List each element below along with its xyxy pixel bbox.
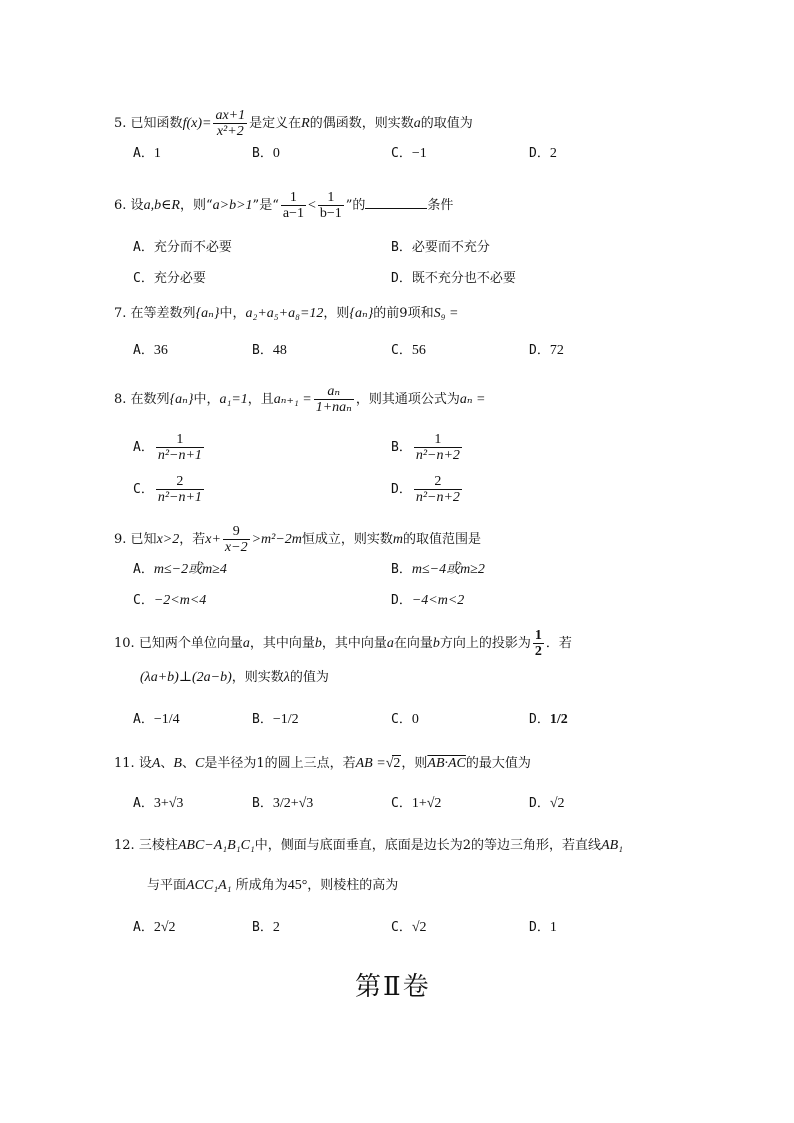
- q5-stem: 5. 已知函数f(x)= $\frac{ax+1}{\text{x²+2}}$ 是定义在R的偶函数，则实数a的取值为: [114, 108, 473, 139]
- q6-blank: [365, 196, 427, 209]
- q9-option-c: C．−2<m<4: [133, 593, 207, 608]
- q8-option-a: A． $\frac{1}{\text{n²−n+1}}$: [133, 432, 202, 463]
- q7-option-c: C．56: [391, 343, 426, 358]
- q12-option-b: B．2: [252, 920, 280, 935]
- q5-option-a: A．1: [133, 146, 161, 161]
- q12-option-d: D．1: [529, 920, 557, 935]
- q11-option-a: A．3+√3: [133, 796, 184, 811]
- q8-option-d: D． $\frac{2}{\text{n²−n+2}}$: [391, 474, 460, 505]
- q7-option-b: B．48: [252, 343, 287, 358]
- q10-option-c: C．0: [391, 712, 419, 727]
- q12-option-c: C．√2: [391, 920, 427, 935]
- q5-option-d: D．2: [529, 146, 557, 161]
- q11-stem: 11. 设A、B、C是半径为1的圆上三点，若AB =√2，则AB·AC的最大值为: [114, 756, 531, 771]
- q10-stem-line1: 10. 已知两个单位向量a，其中向量b，其中向量a在向量b方向上的投影为 $\frac{1}{2}$ ．若: [114, 628, 572, 659]
- q6-stem: 6. 设a,b∈R，则“a>b>1”是“ $\frac{1}{a-1}$ < $\frac{1}{b-1}$ ”的 条件: [114, 190, 454, 221]
- q11-option-b: B．3/2+√3: [252, 796, 314, 811]
- q5-option-b: B．0: [252, 146, 280, 161]
- q9-option-a: A．m≤−2或m≥4: [133, 562, 227, 577]
- q6-option-d: D．既不充分也不必要: [391, 271, 516, 286]
- q5-option-c: C．−1: [391, 146, 427, 161]
- q6-option-c: C．充分必要: [133, 271, 206, 286]
- q7-stem: 7. 在等差数列{aₙ}中，a₂+a₅+a₈=12，则{aₙ}的前9项和S₉ =: [114, 306, 459, 321]
- q11-option-c: C．1+√2: [391, 796, 442, 811]
- q8-stem: 8. 在数列{aₙ}中，a₁=1，且aₙ₊₁ = $\frac{\text{aₙ}}{\text{1+naₙ}}$ ，则其通项公式为aₙ =: [114, 384, 486, 415]
- q9-option-b: B．m≤−4或m≥2: [391, 562, 485, 577]
- q10-option-b: B．−1/2: [252, 712, 299, 727]
- q6-option-b: B．必要而不充分: [391, 240, 490, 255]
- q10-option-d: D．1/2: [529, 712, 568, 727]
- q9-stem: 9. 已知x>2，若x+ $\frac{9}{x-2}$ >m²−2m恒成立，则实数m的取值范围是: [114, 524, 482, 555]
- q10-option-a: A．−1/4: [133, 712, 180, 727]
- q9-option-d: D．−4<m<2: [391, 593, 465, 608]
- q12-option-a: A．2√2: [133, 920, 176, 935]
- q10-stem-line2: (λa+b)⊥(2a−b)，则实数λ的值为: [140, 670, 329, 685]
- q12-stem-line1: 12. 三棱柱ABC−A₁B₁C₁中，侧面与底面垂直，底面是边长为2的等边三角形，若直线AB₁: [114, 838, 624, 853]
- q8-option-b: B． $\frac{1}{\text{n²−n+2}}$: [391, 432, 460, 463]
- q8-option-c: C． $\frac{2}{\text{n²−n+1}}$: [133, 474, 202, 505]
- section-title: 第Ⅱ卷: [355, 972, 431, 1002]
- q7-option-a: A．36: [133, 343, 168, 358]
- q11-option-d: D．√2: [529, 796, 565, 811]
- q12-stem-line2: 与平面ACC₁A₁ 所成角为45°，则棱柱的高为: [147, 878, 399, 893]
- q6-option-a: A．充分而不必要: [133, 240, 232, 255]
- q7-option-d: D．72: [529, 343, 564, 358]
